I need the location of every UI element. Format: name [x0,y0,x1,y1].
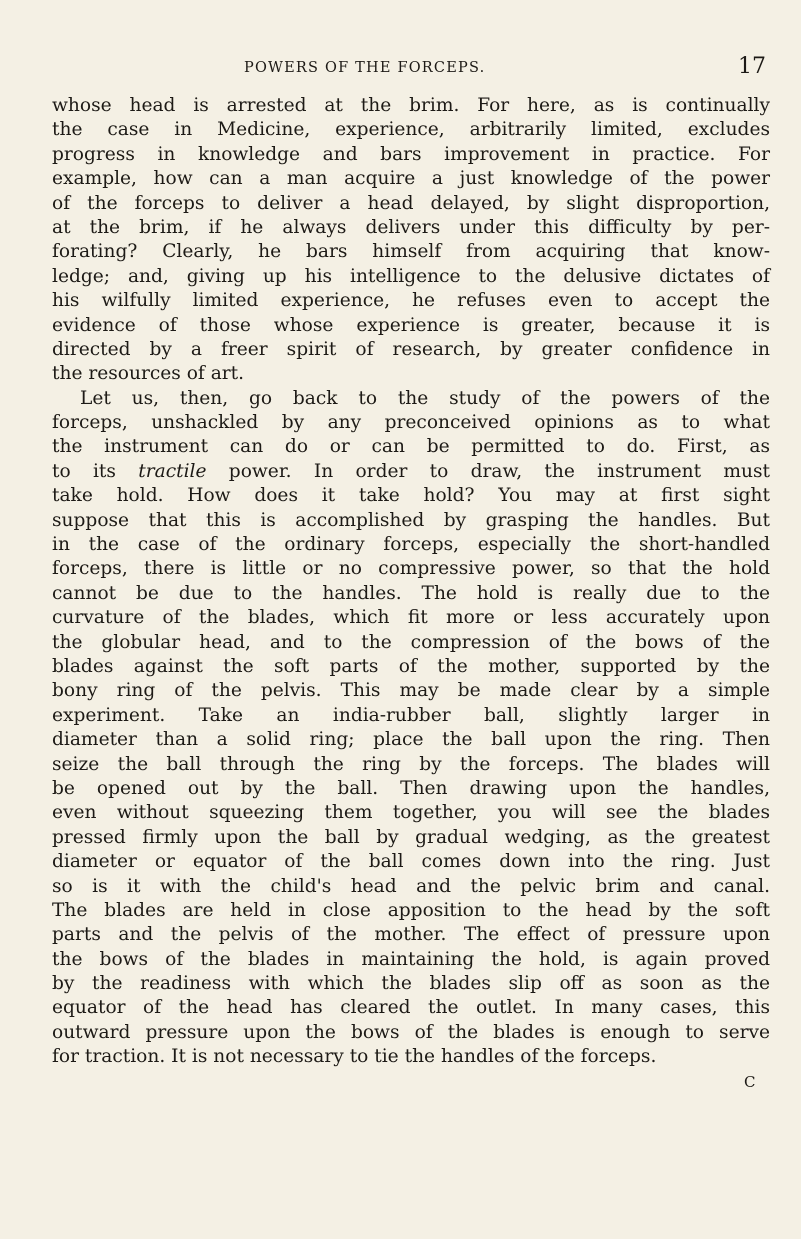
text-line: at the brim, if he always delivers under this difficulty by per- [52,216,770,238]
text-line: example, how can a man acquire a just knowledge of the power [52,168,770,190]
text-line-with-italic [52,460,770,484]
text-line: cannot be due to the handles. The hold is really due to the [52,582,770,604]
text-line: so is it with the child's head and the pelvic brim and canal. [52,875,770,897]
text-line: whose head is arrested at the brim. For here, as is continually [52,95,770,116]
text-line: blades against the soft parts of the mother, supported by the [52,655,770,677]
text-line: the globular head, and to the compression of the bows of the [52,631,770,653]
body-text [52,94,770,1070]
text-line: parts and the pelvis of the mother. The effect of pressure upon [52,924,770,946]
text-line: outward pressure upon the bows of the blades is enough to serve [52,1021,770,1043]
text-line: by the readiness with which the blades slip off as soon as the [52,973,770,995]
text-fragment: power. In order to draw, the instrument must [228,460,770,482]
paragraph-first-line: Let us, then, go back to the study of the powers of the [80,387,770,409]
italic-term: tractile [138,460,207,482]
text-line: in the case of the ordinary forceps, especially the short-handled [52,534,770,556]
text-line: forceps, unshackled by any preconceived opinions as to what [52,412,770,434]
text-line: forating? Clearly, he bars himself from acquiring that know- [52,241,770,263]
text-line: evidence of those whose experience is greater, because it is [52,314,770,336]
text-line: suppose that this is accomplished by grasping the handles. But [52,509,770,531]
text-line: curvature of the blades, which fit more or less accurately upon [52,607,770,629]
text-line: diameter than a solid ring; place the ball upon the ring. Then [52,729,770,751]
text-line: directed by a freer spirit of research, by greater confidence in [52,338,770,360]
text-line: even without squeezing them together, you will see the blades [52,802,770,824]
running-title: POWERS OF THE FORCEPS. [244,60,486,76]
text-line: his wilfully limited experience, he refuses even to accept the [52,290,770,312]
text-line: be opened out by the ball. Then drawing upon the handles, [52,777,770,799]
text-line: equator of the head has cleared the outlet. In many cases, this [52,997,770,1019]
text-line: ledge; and, giving up his intelligence to the delusive dictates of [52,265,770,287]
text-line: forceps, there is little or no compressive power, so that the hold [52,558,770,580]
text-line: progress in knowledge and bars improvement in practice. For [52,143,770,165]
text-line: pressed firmly upon the ball by gradual wedging, as the greatest [52,826,770,848]
text-line: the case in Medicine, experience, arbitrarily limited, excludes [52,119,770,141]
text-line: for traction. It is not necessary to tie the handles of the forceps. [52,1046,657,1068]
text-line: seize the ball through the ring by the forceps. The blades will [52,753,770,775]
text-line: experiment. Take an india-rubber ball, slightly larger in [52,704,770,726]
text-line: of the forceps to deliver a head delayed, by slight disproportion, [52,192,770,214]
text-line: diameter or equator of the ball comes down into the ring. Just [52,851,770,873]
text-line: the resources of art. [52,363,245,385]
text-line: the bows of the blades in maintaining the hold, is again proved [52,948,770,970]
text-fragment: to its [52,460,116,482]
running-header [0,54,801,84]
text-line: The blades are held in close apposition to the head by the soft [52,899,770,921]
signature-mark: C [744,1073,756,1091]
text-line: the instrument can do or can be permitted to do. First, as [52,436,770,458]
text-line: take hold. How does it take hold? You may at first sight [52,485,770,507]
text-line: bony ring of the pelvis. This may be made clear by a simple [52,680,770,702]
page-number: 17 [738,54,766,79]
